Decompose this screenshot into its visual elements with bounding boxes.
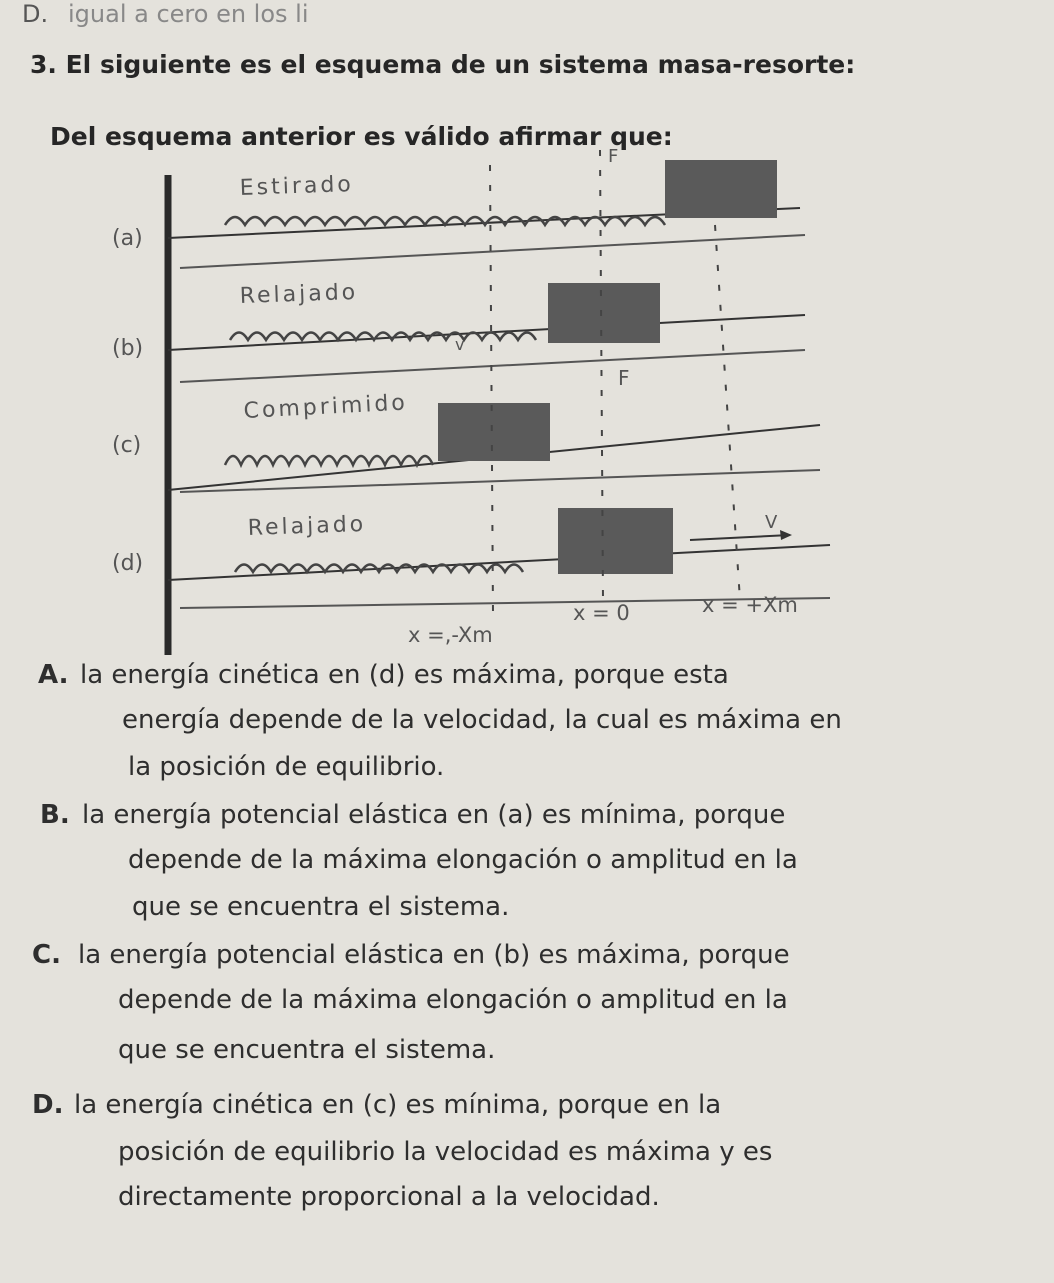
- option-b-line-3: que se encuentra el sistema.: [132, 892, 510, 922]
- label-c: Comprimido: [243, 390, 409, 424]
- ground-d: [168, 545, 830, 580]
- dash-pos-xm: [715, 225, 740, 600]
- option-a-line-3: la posición de equilibrio.: [128, 752, 445, 782]
- option-c-letter: C.: [32, 940, 61, 970]
- option-c-line-3: que se encuentra el sistema.: [118, 1035, 496, 1065]
- option-c-line-2: depende de la máxima elongación o amplitud en la: [118, 985, 788, 1015]
- tag-d: (d): [112, 551, 144, 576]
- velocity-arrow-d: [690, 535, 790, 540]
- option-d-line-3: directamente proporcional a la velocidad.: [118, 1182, 660, 1212]
- label-b: Relajado: [239, 279, 359, 309]
- spring-c: [225, 456, 433, 465]
- option-b-letter: B.: [40, 800, 70, 830]
- axis-pos-xm: x = +Xm: [702, 593, 798, 617]
- option-a-letter: A.: [38, 660, 69, 690]
- axis-neg-xm: x =,-Xm: [408, 623, 493, 647]
- option-a-line-2: energía depende de la velocidad, la cual es máxima en: [122, 705, 842, 735]
- divider-bc: [180, 350, 805, 382]
- question-line-2: Del esquema anterior es válido afirmar que:: [50, 122, 673, 151]
- axis-zero: x = 0: [573, 601, 630, 625]
- option-b-line-2: depende de la máxima elongación o amplitud en la: [128, 845, 798, 875]
- velocity-b: v: [455, 335, 465, 354]
- velocity-d: V: [765, 512, 778, 533]
- dash-neg-xm: [490, 165, 493, 615]
- divider-ab: [180, 235, 805, 268]
- ground-b: [168, 315, 805, 350]
- spring-a: [225, 217, 665, 225]
- mass-d: [558, 508, 673, 574]
- tag-c: (c): [112, 433, 142, 458]
- option-c-line-1: la energía potencial elástica en (b) es máxima, porque: [78, 940, 790, 970]
- mass-a: [665, 160, 777, 218]
- option-a-line-1: la energía cinética en (d) es máxima, porque esta: [80, 660, 729, 690]
- prev-option-fragment: igual a cero en los li: [68, 0, 309, 28]
- option-d-line-1: la energía cinética en (c) es mínima, porque en la: [74, 1090, 722, 1120]
- tag-a: (a): [112, 226, 143, 251]
- option-b-line-1: la energía potencial elástica en (a) es mínima, porque: [82, 800, 786, 830]
- mass-c: [438, 403, 550, 461]
- option-d-line-2: posición de equilibrio la velocidad es máxima y es: [118, 1137, 773, 1167]
- question-line-1: 3. El siguiente es el esquema de un sistema masa-resorte:: [30, 50, 856, 79]
- prev-option-letter: D.: [22, 0, 49, 28]
- option-d-letter: D.: [32, 1090, 64, 1120]
- mass-b: [548, 283, 660, 343]
- tag-b: (b): [112, 336, 144, 361]
- divider-cd: [180, 470, 820, 492]
- label-a: Estirado: [239, 172, 355, 201]
- force-a: F: [608, 146, 619, 167]
- label-d: Relajado: [247, 511, 367, 541]
- velocity-arrowhead-d: [780, 530, 792, 540]
- force-c: F: [618, 366, 630, 390]
